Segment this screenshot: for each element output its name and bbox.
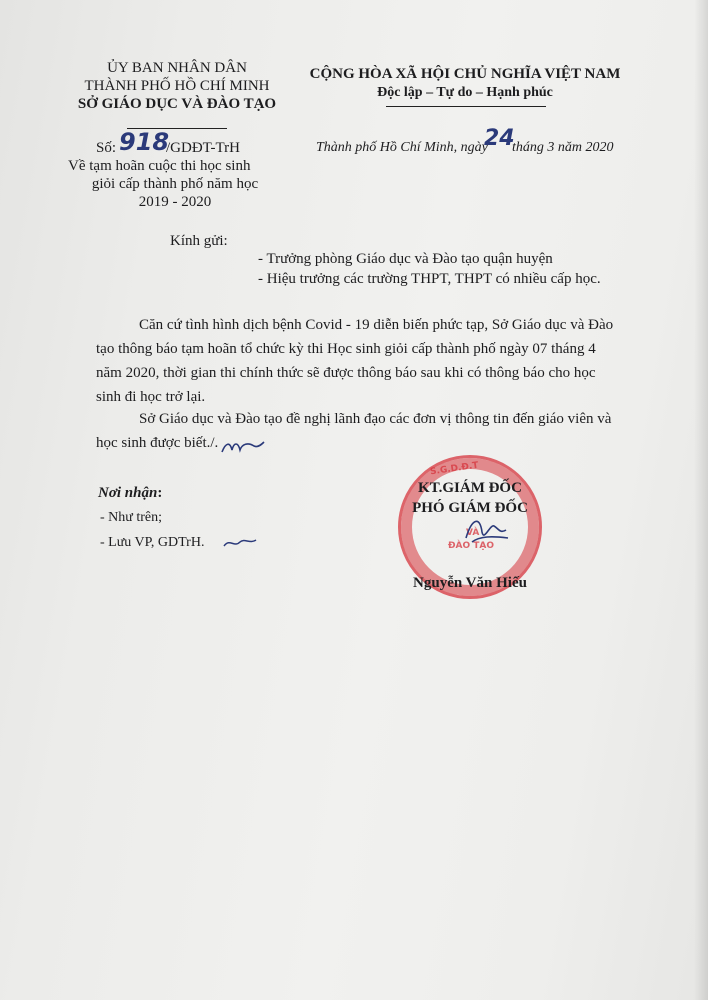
receiver-item: - Như trên;	[100, 510, 163, 525]
seal-mid-text: VÀ	[466, 528, 480, 538]
body-line: năm 2020, thời gian thi chính thức sẽ được thông báo sau khi có thông báo cho học	[96, 365, 596, 381]
receiver-item: - Lưu VP, GDTrH.	[100, 535, 205, 550]
agency-line-2: THÀNH PHỐ HỒ CHÍ MINH	[84, 78, 270, 94]
date-month-year: tháng 3 năm 2020	[512, 140, 614, 155]
nation-motto: Độc lập – Tự do – Hạnh phúc	[377, 85, 553, 100]
body-line: sinh đi học trở lại.	[96, 389, 206, 405]
signer-name: Nguyễn Văn Hiếu	[413, 575, 527, 591]
subject-line-1: Về tạm hoãn cuộc thi học sinh	[68, 158, 251, 174]
department-name: SỞ GIÁO DỤC VÀ ĐÀO TẠO	[77, 96, 277, 112]
receivers-title-text: Nơi nhận	[98, 485, 158, 501]
doc-number-suffix: /GDĐT-TrH	[166, 140, 240, 156]
initial-mark	[222, 534, 258, 552]
receivers-title	[98, 485, 162, 502]
agency-line-1: ỦY BAN NHÂN DÂN	[107, 60, 247, 76]
handwritten-signature	[462, 512, 512, 548]
greeting: Kính gửi:	[170, 233, 228, 249]
right-header-underline	[386, 106, 546, 107]
recipient-1: - Trưởng phòng Giáo dục và Đào tạo quận huyện	[258, 251, 553, 267]
doc-number-prefix: Số:	[96, 140, 117, 156]
recipient-2: - Hiệu trưởng các trường THPT, THPT có nhiều cấp học.	[258, 271, 601, 287]
body-line: tạo thông báo tạm hoãn tổ chức kỳ thi Học sinh giỏi cấp thành phố ngày 07 tháng 4	[96, 341, 596, 357]
initial-mark	[218, 434, 266, 458]
receivers-title-colon: :	[157, 485, 163, 501]
date-location: Thành phố Hồ Chí Minh, ngày	[316, 140, 488, 155]
body-line: Sở Giáo dục và Đào tạo đề nghị lãnh đạo các đơn vị thông tin đến giáo viên và	[139, 411, 612, 427]
subject-line-3: 2019 - 2020	[138, 194, 212, 210]
date-day-handwritten: 24	[484, 126, 515, 151]
body-line: học sinh được biết./.	[96, 435, 219, 451]
body-line: Căn cứ tình hình dịch bệnh Covid - 19 diễn biến phức tạp, Sở Giáo dục và Đào	[139, 317, 614, 333]
signer-title-2: PHÓ GIÁM ĐỐC	[412, 500, 528, 516]
subject-line-2: giỏi cấp thành phố năm học	[91, 176, 259, 192]
doc-number-handwritten: 918	[119, 128, 170, 156]
nation-title: CỘNG HÒA XÃ HỘI CHỦ NGHĨA VIỆT NAM	[309, 66, 621, 82]
signer-title-1: KT.GIÁM ĐỐC	[418, 480, 522, 496]
seal-top-text: S.G.D.Đ.T	[429, 460, 480, 478]
seal-bottom-text: ĐÀO TẠO	[448, 541, 495, 551]
page-edge-shadow	[694, 0, 708, 1000]
